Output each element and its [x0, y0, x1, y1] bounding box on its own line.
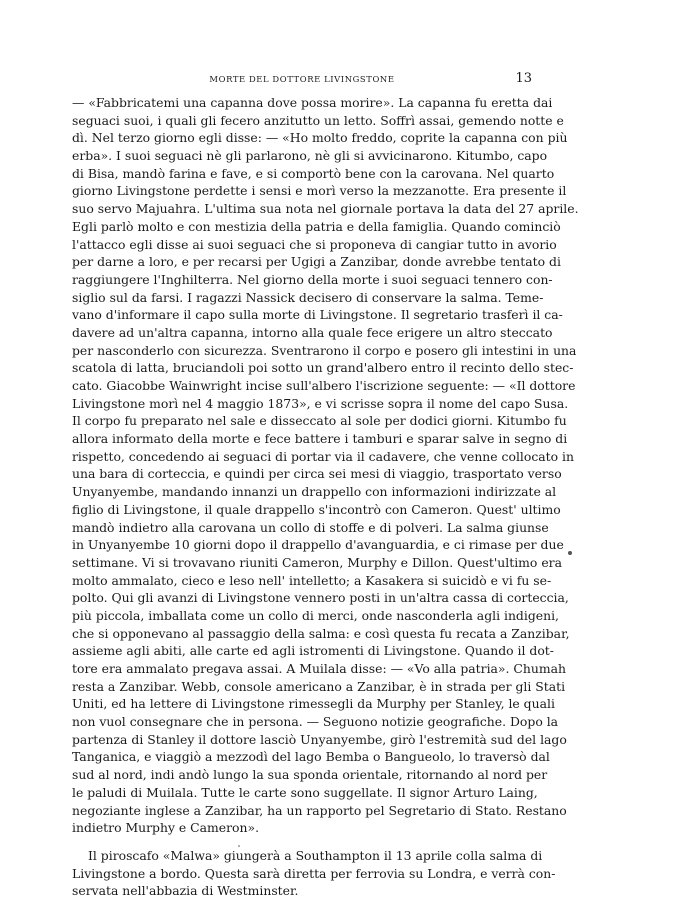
text-line: Uniti, ed ha lettere di Livingstone rimessegli da Murphy per Stanley, le quali	[72, 696, 555, 712]
text-line: raggiungere l'Inghilterra. Nel giorno della morte i suoi seguaci tennero con-	[72, 271, 553, 287]
text-line: Il piroscafo «Malwa» giungerà a Southampton il 13 aprile colla salma di	[88, 847, 543, 863]
text-line: indietro Murphy e Cameron».	[72, 820, 260, 836]
text-line: in Unyanyembe 10 giorni dopo il drappello d'avanguardia, e ci rimase per due	[72, 537, 564, 553]
text-line: resta a Zanzibar. Webb, console americano a Zanzibar, è in strada per gli Stati	[72, 678, 566, 694]
text-line: — «Fabbricatemi una capanna dove possa morire». La capanna fu eretta dai	[72, 95, 553, 110]
text-line: scatola di latta, bruciandoli poi sotto un grand'albero entro il recinto dello stec-	[72, 360, 574, 376]
ink-dot	[238, 845, 240, 847]
text-line: assieme agli abiti, alle carte ed agli istromenti di Livingstone. Quando il dot-	[72, 643, 554, 659]
text-line: l'attacco egli disse ai suoi seguaci che si proponeva di cangiar tutto in avorio	[72, 236, 557, 252]
running-title: MORTE DEL DOTTORE LIVINGSTONE	[209, 74, 395, 84]
text-line: per darne a loro, e per recarsi per Ugigi a Zanzibar, donde avrebbe tentato di	[72, 254, 561, 270]
text-line: molto ammalato, cieco e leso nell' intelletto; a Kasakera si suicidò e vi fu se-	[72, 572, 552, 588]
text-line: erba». I suoi seguaci nè gli parlarono, nè gli si avvicinarono. Kitumbo, capo	[72, 148, 548, 164]
text-line: seguaci suoi, i quali gli fecero anzitutto un letto. Soffrì assai, gemendo notte e	[72, 112, 564, 128]
text-line: le paludi di Muilala. Tutte le carte sono suggellate. Il signor Arturo Laing,	[72, 784, 538, 800]
text-line: servata nell'abbazia di Westminster.	[72, 883, 299, 899]
text-line: una bara di corteccia, e quindi per circa sei mesi di viaggio, trasportato verso	[72, 466, 562, 482]
text-line: Livingstone morì nel 4 maggio 1873», e vi scrisse sopra il nome del capo Susa.	[72, 395, 569, 411]
text-line: più piccola, imballata come un collo di merci, onde nasconderla agli indigeni,	[72, 607, 559, 623]
paragraph-1	[72, 94, 579, 837]
text-line: Il corpo fu preparato nel sale e disseccato al sole per dodici giorni. Kitumbo fu	[72, 413, 567, 429]
ink-spot	[568, 551, 572, 555]
text-line: Unyanyembe, mandando innanzi un drappello con informazioni indirizzate al	[72, 484, 557, 500]
text-line: suo servo Majuahra. L'ultima sua nota nel giornale portava la data del 27 aprile.	[72, 201, 579, 217]
text-line: Tanganica, e viaggiò a mezzodì del lago Bemba o Bangueolo, lo traversò dal	[72, 749, 550, 765]
body-text	[72, 94, 579, 900]
text-line: davere ad un'altra capanna, intorno alla quale fece erigere un altro steccato	[72, 324, 553, 340]
text-line: figlio di Livingstone, il quale drappello s'incontrò con Cameron. Quest' ultimo	[72, 501, 561, 517]
text-line: settimane. Vi si trovavano riuniti Cameron, Murphy e Dillon. Quest'ultimo era	[72, 554, 562, 570]
text-line: mandò indietro alla carovana un collo di stoffe e di polveri. La salma giunse	[72, 519, 549, 535]
text-line: polto. Qui gli avanzi di Livingstone vennero posti in un'altra cassa di corteccia,	[72, 590, 569, 606]
text-line: cato. Giacobbe Wainwright incise sull'albero l'iscrizione seguente: — «Il dottore	[72, 378, 576, 393]
text-line: siglio sul da farsi. I ragazzi Nassick decisero di conservare la salma. Teme-	[72, 289, 544, 305]
text-line: non vuol consegnare che in persona. — Seguono notizie geografiche. Dopo la	[72, 714, 559, 730]
text-line: di Bisa, mandò farina e fave, e si comportò bene con la carovana. Nel quarto	[72, 165, 555, 181]
text-line: partenza di Stanley il dottore lasciò Unyanyembe, girò l'estremità sud del lago	[72, 731, 567, 747]
text-line: Livingstone a bordo. Questa sarà diretta per ferrovia su Londra, e verrà con-	[72, 865, 556, 881]
text-line: che si opponevano al passaggio della salma: e così questa fu recata a Zanzibar,	[72, 625, 570, 641]
text-line: sud al nord, indi andò lungo la sua sponda orientale, ritornando al nord per	[72, 767, 548, 783]
page-number: 13	[515, 71, 532, 86]
text-line: vano d'informare il capo sulla morte di Livingstone. Il segretario trasferì il ca-	[72, 307, 563, 323]
text-line: tore era ammalato pregava assai. A Muilala disse: — «Vo alla patria». Chumah	[72, 661, 566, 676]
text-line: allora informato della morte e fece battere i tamburi e sparar salve in segno di	[72, 431, 568, 447]
text-line: Egli parlò molto e con mestizia della patria e della famiglia. Quando cominciò	[72, 218, 561, 234]
text-line: giorno Livingstone perdette i sensi e morì verso la mezzanotte. Era presente il	[72, 183, 567, 199]
text-line: dì. Nel terzo giorno egli disse: — «Ho molto freddo, coprite la capanna con più	[72, 130, 568, 146]
text-line: per nasconderlo con sicurezza. Sventrarono il corpo e posero gli intestini in una	[72, 342, 577, 358]
text-line: rispetto, concedendo ai seguaci di portar via il cadavere, che venne collocato in	[72, 448, 574, 464]
text-line: negoziante inglese a Zanzibar, ha un rapporto pel Segretario di Stato. Restano	[72, 802, 567, 818]
paragraph-2	[72, 847, 556, 900]
page-header	[72, 71, 532, 87]
